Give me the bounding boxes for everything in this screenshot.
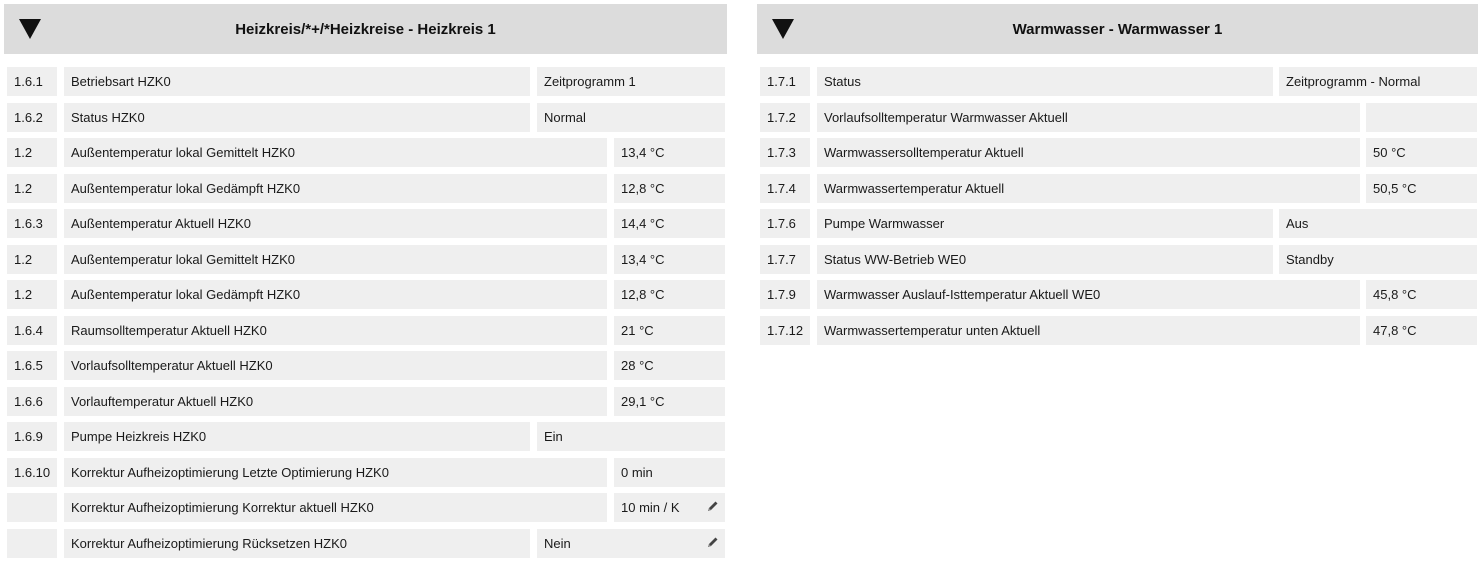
table-row [757,245,1478,274]
pencil-icon[interactable] [707,536,719,548]
row-label: Status HZK0 [64,103,530,132]
row-id: 1.6.10 [7,458,57,487]
row-value-text: Zeitprogramm - Normal [1286,74,1421,89]
row-id: 1.7.7 [760,245,810,274]
row-label: Warmwassersolltemperatur Aktuell [817,138,1360,167]
row-label: Korrektur Aufheizoptimierung Rücksetzen HZK0 [64,529,530,558]
table-row [757,316,1478,345]
row-value-text: 28 °C [621,358,654,373]
table-row [4,458,727,487]
row-value [1366,316,1477,345]
row-value [614,174,725,203]
collapse-toggle-icon[interactable] [18,17,42,41]
row-id: 1.6.2 [7,103,57,132]
row-value-text: 50 °C [1373,145,1406,160]
row-value [1279,245,1477,274]
row-label: Außentemperatur lokal Gedämpft HZK0 [64,174,607,203]
table-row [4,316,727,345]
row-id: 1.2 [7,138,57,167]
row-label: Warmwassertemperatur Aktuell [817,174,1360,203]
pencil-icon[interactable] [707,500,719,512]
row-label: Warmwasser Auslauf-Isttemperatur Aktuell WE0 [817,280,1360,309]
row-value-text: Ein [544,429,563,444]
collapse-toggle-icon[interactable] [771,17,795,41]
table-row [757,67,1478,96]
row-id [7,529,57,558]
table-row [4,422,727,451]
table-row [4,67,727,96]
row-value [614,351,725,380]
row-value-text: 10 min / K [621,500,680,515]
table-row [4,138,727,167]
row-value-text: 50,5 °C [1373,180,1417,196]
warmwasser-title: Warmwasser - Warmwasser 1 [1012,20,1223,38]
row-id [7,493,57,522]
row-id: 1.2 [7,245,57,274]
row-value [1366,103,1477,132]
heizkreis-panel [4,4,727,564]
heizkreis-rows [4,67,727,558]
row-label: Außentemperatur lokal Gemittelt HZK0 [64,245,607,274]
table-row [4,529,727,558]
row-value [614,458,725,487]
row-value-text: 47,8 °C [1373,322,1417,338]
row-value-text: 45,8 °C [1373,287,1417,302]
row-value-text: 12,8 °C [621,287,665,302]
row-value-text: 13,4 °C [621,145,665,160]
row-label: Außentemperatur lokal Gedämpft HZK0 [64,280,607,309]
row-value-text: 21 °C [621,322,654,338]
row-value [1366,174,1477,203]
row-label: Außentemperatur lokal Gemittelt HZK0 [64,138,607,167]
row-label: Vorlaufsolltemperatur Aktuell HZK0 [64,351,607,380]
row-id: 1.2 [7,174,57,203]
row-value [614,138,725,167]
row-label: Vorlaufsolltemperatur Warmwasser Aktuell [817,103,1360,132]
row-value-text: Standby [1286,251,1334,267]
row-value-text: Aus [1286,216,1309,231]
row-label: Status WW-Betrieb WE0 [817,245,1273,274]
row-value [614,316,725,345]
table-row [757,174,1478,203]
row-value [1366,138,1477,167]
row-value [537,422,725,451]
row-id: 1.2 [7,280,57,309]
table-row [4,387,727,416]
table-row [4,351,727,380]
warmwasser-rows [757,67,1478,345]
row-value-text: 13,4 °C [621,251,665,267]
row-label: Raumsolltemperatur Aktuell HZK0 [64,316,607,345]
row-value-text: Nein [544,535,571,551]
table-row [4,280,727,309]
table-row [757,280,1478,309]
row-id: 1.7.4 [760,174,810,203]
heizkreis-header [4,4,727,54]
row-label: Status [817,67,1273,96]
warmwasser-header [757,4,1478,54]
row-id: 1.6.1 [7,67,57,96]
row-id: 1.6.4 [7,316,57,345]
row-value[interactable] [614,493,725,522]
row-label: Vorlauftemperatur Aktuell HZK0 [64,387,607,416]
row-value [614,245,725,274]
row-label: Betriebsart HZK0 [64,67,530,96]
table-row [4,209,727,238]
row-id: 1.6.9 [7,422,57,451]
row-value-text: 29,1 °C [621,393,665,409]
row-label: Pumpe Heizkreis HZK0 [64,422,530,451]
row-value [537,103,725,132]
table-row [4,493,727,522]
warmwasser-panel [757,4,1478,351]
table-row [757,103,1478,132]
table-row [4,245,727,274]
row-value-text: Zeitprogramm 1 [544,74,636,89]
row-value [614,209,725,238]
table-row [4,103,727,132]
row-value-text: 14,4 °C [621,216,665,231]
row-id: 1.7.2 [760,103,810,132]
row-id: 1.7.9 [760,280,810,309]
row-label: Warmwassertemperatur unten Aktuell [817,316,1360,345]
row-value[interactable] [537,529,725,558]
table-row [757,209,1478,238]
row-value-text: Normal [544,109,586,125]
row-id: 1.6.3 [7,209,57,238]
row-label: Korrektur Aufheizoptimierung Letzte Optimierung HZK0 [64,458,607,487]
row-id: 1.7.3 [760,138,810,167]
row-value-text: 0 min [621,464,653,480]
row-value [614,387,725,416]
row-id: 1.7.6 [760,209,810,238]
row-value [1279,67,1477,96]
table-row [757,138,1478,167]
row-label: Pumpe Warmwasser [817,209,1273,238]
table-row [4,174,727,203]
row-label: Korrektur Aufheizoptimierung Korrektur aktuell HZK0 [64,493,607,522]
row-label: Außentemperatur Aktuell HZK0 [64,209,607,238]
row-value [537,67,725,96]
row-id: 1.7.1 [760,67,810,96]
row-value [1279,209,1477,238]
row-value-text: 12,8 °C [621,180,665,196]
row-value [614,280,725,309]
heizkreis-title: Heizkreis/*+/*Heizkreise - Heizkreis 1 [235,20,496,38]
row-value [1366,280,1477,309]
row-id: 1.6.6 [7,387,57,416]
row-id: 1.7.12 [760,316,810,345]
row-id: 1.6.5 [7,351,57,380]
